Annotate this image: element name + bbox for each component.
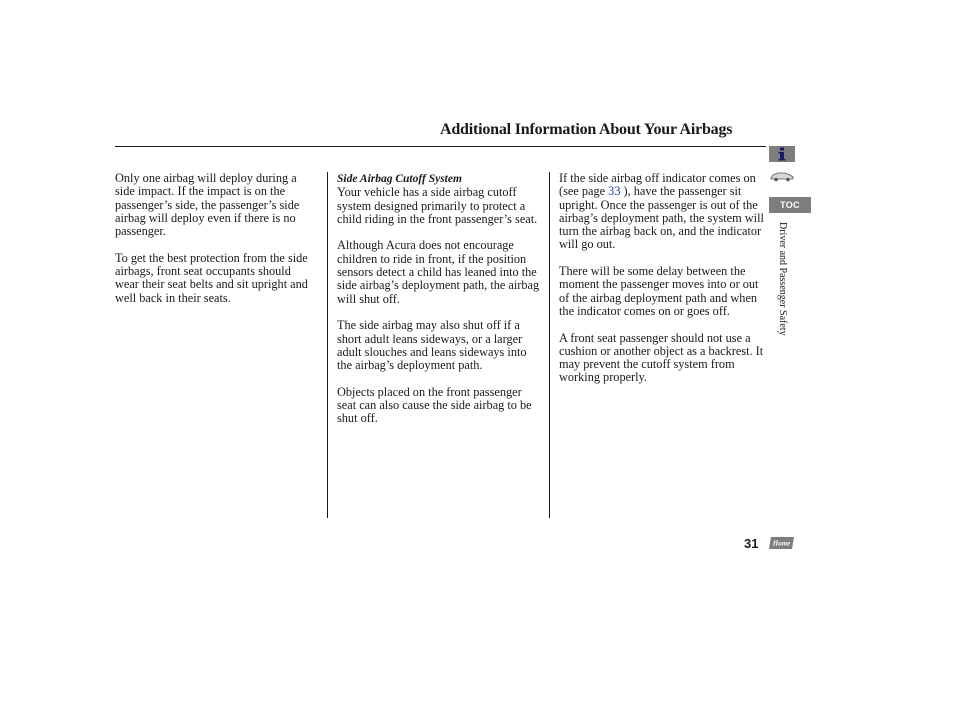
home-button[interactable] xyxy=(768,536,795,550)
paragraph-with-link xyxy=(559,172,765,252)
page-link[interactable]: 33 xyxy=(608,184,621,199)
column-right xyxy=(559,172,765,398)
section-tab[interactable]: Driver and Passenger Safety xyxy=(777,222,788,336)
paragraph: Objects placed on the front passenger seat can also cause the side airbag to be shut off. xyxy=(337,384,532,426)
page-title: Additional Information About Your Airbags xyxy=(440,121,733,138)
section-subheading: Side Airbag Cutoff System xyxy=(337,173,462,185)
paragraph: The side airbag may also shut off if a short adult leans sideways, or a larger adult slouches and leans sideways into the airbag’s deployment path. xyxy=(337,318,527,373)
paragraph: To get the best protection from the side airbags, front seat occupants should wear their seat belts and sit upright and well back in their seats. xyxy=(115,250,308,305)
paragraph: Your vehicle has a side airbag cutoff system designed primarily to protect a child riding in the front passenger’s seat. xyxy=(337,185,538,226)
paragraph: A front seat passenger should not use a cushion or another object as a backrest. It may prevent the cutoff system from working properly. xyxy=(559,330,764,385)
text-span: If the side airbag off indicator comes on (see page xyxy=(559,171,756,199)
car-button[interactable] xyxy=(769,168,795,184)
paragraph: Although Acura does not encourage children to ride in front, if the position sensors detect a child has leaned into the side airbag’s deployment path, the airbag will shut off. xyxy=(337,238,540,306)
text-span: ), have the passenger sit upright. Once the passenger is out of the airbag’s deployment path, the system will turn the airbag back on, and the indicator will go out. xyxy=(559,184,764,252)
column-middle xyxy=(337,172,543,439)
header-rule xyxy=(115,146,766,147)
paragraph: Only one airbag will deploy during a side impact. If the impact is on the passenger’s side, the passenger’s side airbag will deploy even if there is no passenger. xyxy=(115,171,300,239)
info-icon xyxy=(777,147,787,161)
column-divider xyxy=(549,172,550,518)
home-label: Home xyxy=(772,539,791,548)
car-icon xyxy=(769,169,795,183)
column-divider xyxy=(327,172,328,518)
page-number: 31 xyxy=(744,536,759,551)
paragraph: There will be some delay between the moment the passenger moves into or out of the airbag deployment path and when the indicator comes on or goes off. xyxy=(559,264,759,318)
info-button[interactable] xyxy=(769,146,795,162)
toc-button[interactable]: TOC xyxy=(769,197,811,213)
home-icon xyxy=(768,536,795,550)
column-left xyxy=(115,172,315,318)
